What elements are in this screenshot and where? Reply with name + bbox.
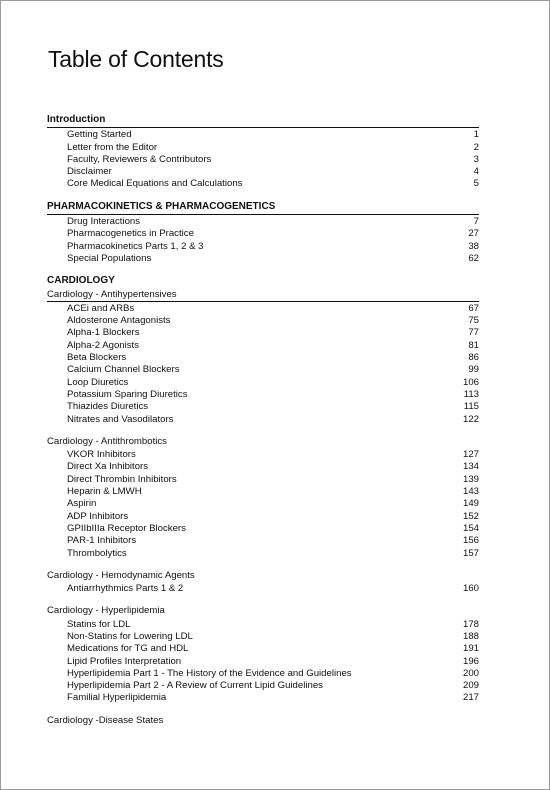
section-heading: CARDIOLOGY bbox=[47, 275, 115, 287]
toc-entry[interactable] bbox=[47, 523, 479, 535]
toc-entry-label: Getting Started bbox=[67, 129, 132, 141]
toc-entry-label: Hyperlipidemia Part 2 - A Review of Current Lipid Guidelines bbox=[67, 680, 323, 692]
toc-entry-page: 67 bbox=[468, 302, 479, 314]
toc-entry-page: 75 bbox=[468, 315, 479, 327]
toc-entry-label: Drug Interactions bbox=[67, 216, 141, 228]
toc-entry-page: 160 bbox=[462, 583, 479, 595]
toc-entry-label: Statins for LDL bbox=[67, 618, 131, 630]
toc-entry-label: Alpha-1 Blockers bbox=[67, 327, 140, 339]
toc-entry-label: Loop Diuretics bbox=[67, 376, 129, 388]
toc-entry-page: 149 bbox=[462, 498, 479, 510]
toc-entry[interactable] bbox=[47, 656, 479, 668]
toc-entry-page: 200 bbox=[462, 667, 479, 679]
toc-entry[interactable] bbox=[47, 315, 479, 327]
toc-entry-label: Medications for TG and HDL bbox=[67, 643, 189, 655]
subsection-heading: Cardiology - Antihypertensives bbox=[47, 289, 479, 302]
toc-entry-label: Direct Thrombin Inhibitors bbox=[67, 473, 177, 485]
toc-entry[interactable] bbox=[47, 414, 479, 426]
toc-entry[interactable] bbox=[47, 498, 479, 510]
toc-entry-page: 152 bbox=[462, 510, 479, 522]
toc-entry-page: 99 bbox=[468, 364, 479, 376]
section-heading: PHARMACOKINETICS & PHARMACOGENETICS bbox=[47, 201, 479, 215]
toc-entry-label: ACEi and ARBs bbox=[67, 302, 135, 314]
toc-entry[interactable] bbox=[47, 253, 479, 265]
toc-entry-label: Disclaimer bbox=[67, 166, 112, 178]
toc-entry-label: Aspirin bbox=[67, 498, 97, 510]
toc-entry[interactable] bbox=[47, 631, 479, 643]
toc-entry-page: 1 bbox=[473, 129, 479, 141]
toc-entry-page: 77 bbox=[468, 327, 479, 339]
toc-entry[interactable] bbox=[47, 377, 479, 389]
toc-entry-page: 127 bbox=[462, 449, 479, 461]
toc-entry[interactable] bbox=[47, 327, 479, 339]
subsection-heading: Cardiology - Hemodynamic Agents bbox=[47, 569, 195, 581]
toc-entry-label: Nitrates and Vasodilators bbox=[67, 413, 174, 425]
page-title: Table of Contents bbox=[48, 46, 224, 72]
toc-entry-page: 156 bbox=[462, 535, 479, 547]
toc-entry[interactable] bbox=[47, 216, 479, 228]
toc-entry[interactable] bbox=[47, 548, 479, 560]
toc-entry-page: 188 bbox=[462, 630, 479, 642]
entry-list bbox=[47, 449, 479, 560]
toc-entry-page: 2 bbox=[473, 141, 479, 153]
toc-entry[interactable] bbox=[47, 364, 479, 376]
toc-entry[interactable] bbox=[47, 303, 479, 315]
toc-entry-page: 27 bbox=[468, 228, 479, 240]
toc-entry-label: Hyperlipidemia Part 1 - The History of the Evidence and Guidelines bbox=[67, 667, 352, 679]
toc-entry-label: Letter from the Editor bbox=[67, 141, 158, 153]
toc-entry-page: 122 bbox=[462, 413, 479, 425]
toc-entry[interactable] bbox=[47, 241, 479, 253]
toc-entry-page: 134 bbox=[462, 461, 479, 473]
toc-entry-label: PAR-1 Inhibitors bbox=[67, 535, 137, 547]
toc-entry-page: 86 bbox=[468, 352, 479, 364]
toc-entry[interactable] bbox=[47, 474, 479, 486]
toc-entry-page: 62 bbox=[468, 252, 479, 264]
subsection-heading: Cardiology -Disease States bbox=[47, 714, 164, 726]
toc-entry-label: Antiarrhythmics Parts 1 & 2 bbox=[67, 583, 184, 595]
entry-list bbox=[47, 583, 479, 595]
toc-entry-label: Pharmacokinetics Parts 1, 2 & 3 bbox=[67, 240, 204, 252]
toc-entry-label: Lipid Profiles Interpretation bbox=[67, 655, 182, 667]
toc-entry-page: 5 bbox=[473, 178, 479, 190]
toc-entry[interactable] bbox=[47, 389, 479, 401]
toc-entry-label: Direct Xa Inhibitors bbox=[67, 461, 149, 473]
subsection-heading: Cardiology - Antithrombotics bbox=[47, 435, 167, 447]
toc-entry[interactable] bbox=[47, 142, 479, 154]
toc-entry-label: Heparin & LMWH bbox=[67, 486, 142, 498]
toc-entry-page: 81 bbox=[468, 339, 479, 351]
entry-list bbox=[47, 303, 479, 426]
toc-entry[interactable] bbox=[47, 166, 479, 178]
toc-entry[interactable] bbox=[47, 692, 479, 704]
section-heading: Introduction bbox=[47, 114, 479, 128]
toc-entry-page: 178 bbox=[462, 618, 479, 630]
toc-entry-label: Beta Blockers bbox=[67, 352, 127, 364]
toc-entry-page: 4 bbox=[473, 166, 479, 178]
toc-entry-label: GPIIbIIIa Receptor Blockers bbox=[67, 522, 186, 534]
toc-entry-label: Thiazides Diuretics bbox=[67, 401, 149, 413]
toc-entry-label: Core Medical Equations and Calculations bbox=[67, 178, 243, 190]
toc-entry-page: 139 bbox=[462, 473, 479, 485]
toc-entry-label: Pharmacogenetics in Practice bbox=[67, 228, 194, 240]
toc-entry-label: Familial Hyperlipidemia bbox=[67, 692, 167, 704]
toc-entry-label: Calcium Channel Blockers bbox=[67, 364, 180, 376]
subsection-heading: Cardiology - Hyperlipidemia bbox=[47, 605, 165, 617]
toc-entry-page: 157 bbox=[462, 547, 479, 559]
toc-entry-page: 7 bbox=[473, 216, 479, 228]
toc-entry[interactable] bbox=[47, 668, 479, 680]
toc-entry[interactable] bbox=[47, 619, 479, 631]
toc-entry-page: 106 bbox=[462, 376, 479, 388]
toc-entry[interactable] bbox=[47, 228, 479, 240]
toc-section bbox=[47, 275, 479, 727]
toc-entry[interactable] bbox=[47, 129, 479, 141]
toc-entry[interactable] bbox=[47, 461, 479, 473]
toc-entry[interactable] bbox=[47, 486, 479, 498]
toc-entry-page: 38 bbox=[468, 240, 479, 252]
toc-entry[interactable] bbox=[47, 401, 479, 413]
entry-list bbox=[47, 129, 479, 190]
toc-entry[interactable] bbox=[47, 178, 479, 190]
toc-entry[interactable] bbox=[47, 583, 479, 595]
toc-entry-label: Alpha-2 Agonists bbox=[67, 339, 139, 351]
toc-entry-label: Non-Statins for Lowering LDL bbox=[67, 630, 193, 642]
toc-entry[interactable] bbox=[47, 680, 479, 692]
toc-entry[interactable] bbox=[47, 511, 479, 523]
toc-entry-page: 196 bbox=[462, 655, 479, 667]
toc-entry[interactable] bbox=[47, 340, 479, 352]
toc-entry-page: 209 bbox=[462, 680, 479, 692]
toc-entry-page: 115 bbox=[463, 401, 479, 413]
toc-entry[interactable] bbox=[47, 643, 479, 655]
toc-entry-label: VKOR Inhibitors bbox=[67, 449, 136, 461]
toc-entry-page: 143 bbox=[462, 486, 479, 498]
toc-section bbox=[47, 201, 479, 265]
toc-entry-page: 113 bbox=[463, 388, 479, 400]
toc-section bbox=[47, 114, 479, 191]
toc-entry-label: Faculty, Reviewers & Contributors bbox=[67, 153, 212, 165]
toc-entry-page: 154 bbox=[462, 522, 479, 534]
toc-entry-page: 217 bbox=[462, 692, 479, 704]
toc-entry-label: Aldosterone Antagonists bbox=[67, 315, 171, 327]
toc-entry-label: ADP Inhibitors bbox=[67, 510, 129, 522]
entry-list bbox=[47, 619, 479, 705]
toc-entry[interactable] bbox=[47, 154, 479, 166]
toc-entry[interactable] bbox=[47, 449, 479, 461]
toc-entry-label: Special Populations bbox=[67, 252, 152, 264]
toc-entry-page: 191 bbox=[462, 643, 479, 655]
toc-entry[interactable] bbox=[47, 352, 479, 364]
toc-entry-label: Thrombolytics bbox=[67, 547, 127, 559]
toc-entry-page: 3 bbox=[473, 153, 479, 165]
toc-entry-label: Potassium Sparing Diuretics bbox=[67, 388, 188, 400]
entry-list bbox=[47, 216, 479, 265]
toc-entry[interactable] bbox=[47, 535, 479, 547]
table-of-contents bbox=[47, 114, 479, 727]
